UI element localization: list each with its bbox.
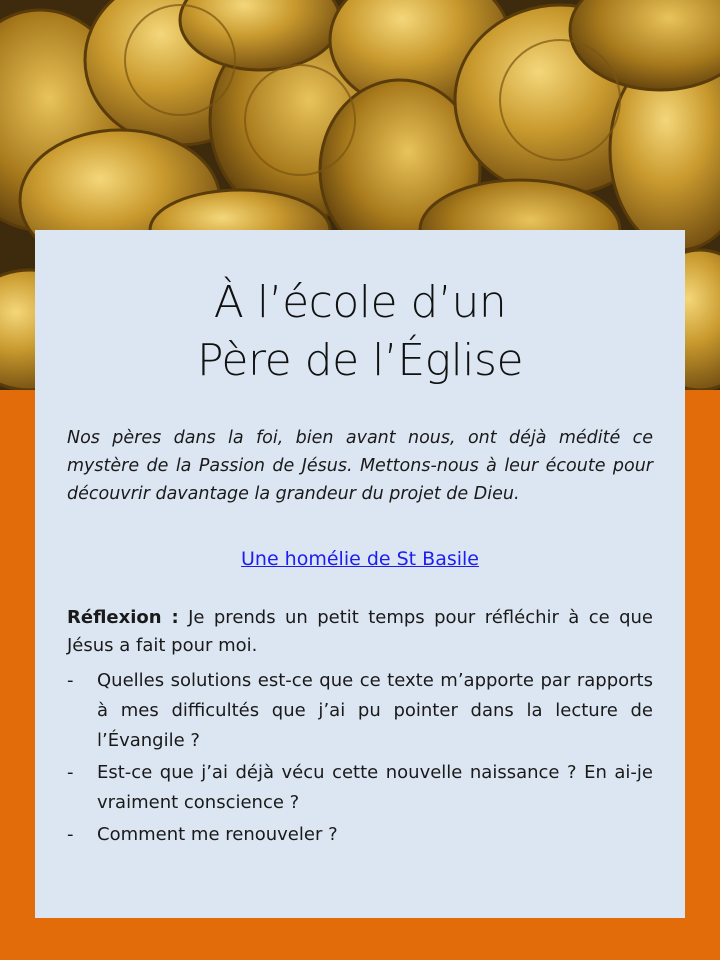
- question-text: Est-ce que j’ai déjà vécu cette nouvelle naissance ? En ai-je vraiment conscience ?: [97, 762, 653, 813]
- homily-link[interactable]: Une homélie de St Basile: [241, 548, 479, 570]
- reflexion-paragraph: [67, 604, 653, 660]
- bullet-dash: -: [67, 762, 74, 783]
- bullet-dash: -: [67, 670, 74, 691]
- reflexion-label: Réflexion :: [67, 607, 179, 628]
- list-item: [67, 820, 653, 850]
- reflexion-text: Je prends un petit temps pour réfléchir à ce que Jésus a fait pour moi.: [67, 607, 653, 656]
- title-line-2: Père de l’Église: [196, 335, 524, 386]
- question-list: [67, 666, 653, 850]
- question-text: Comment me renouveler ?: [97, 824, 338, 845]
- content-card: [35, 230, 685, 918]
- list-item: [67, 758, 653, 818]
- link-container: [67, 548, 653, 570]
- title-line-1: À l’école d’un: [213, 277, 507, 328]
- list-item: [67, 666, 653, 756]
- page-title: [67, 274, 653, 390]
- intro-paragraph: Nos pères dans la foi, bien avant nous, ont déjà médité ce mystère de la Passion de Jésus. Mettons-nous à leur écoute pour découvrir davantage la grandeur du projet de Dieu.: [67, 428, 653, 504]
- bullet-dash: -: [67, 824, 74, 845]
- question-text: Quelles solutions est-ce que ce texte m’apporte par rapports à mes difficultés que j’ai pu pointer dans la lecture de l’Évangile ?: [97, 670, 653, 751]
